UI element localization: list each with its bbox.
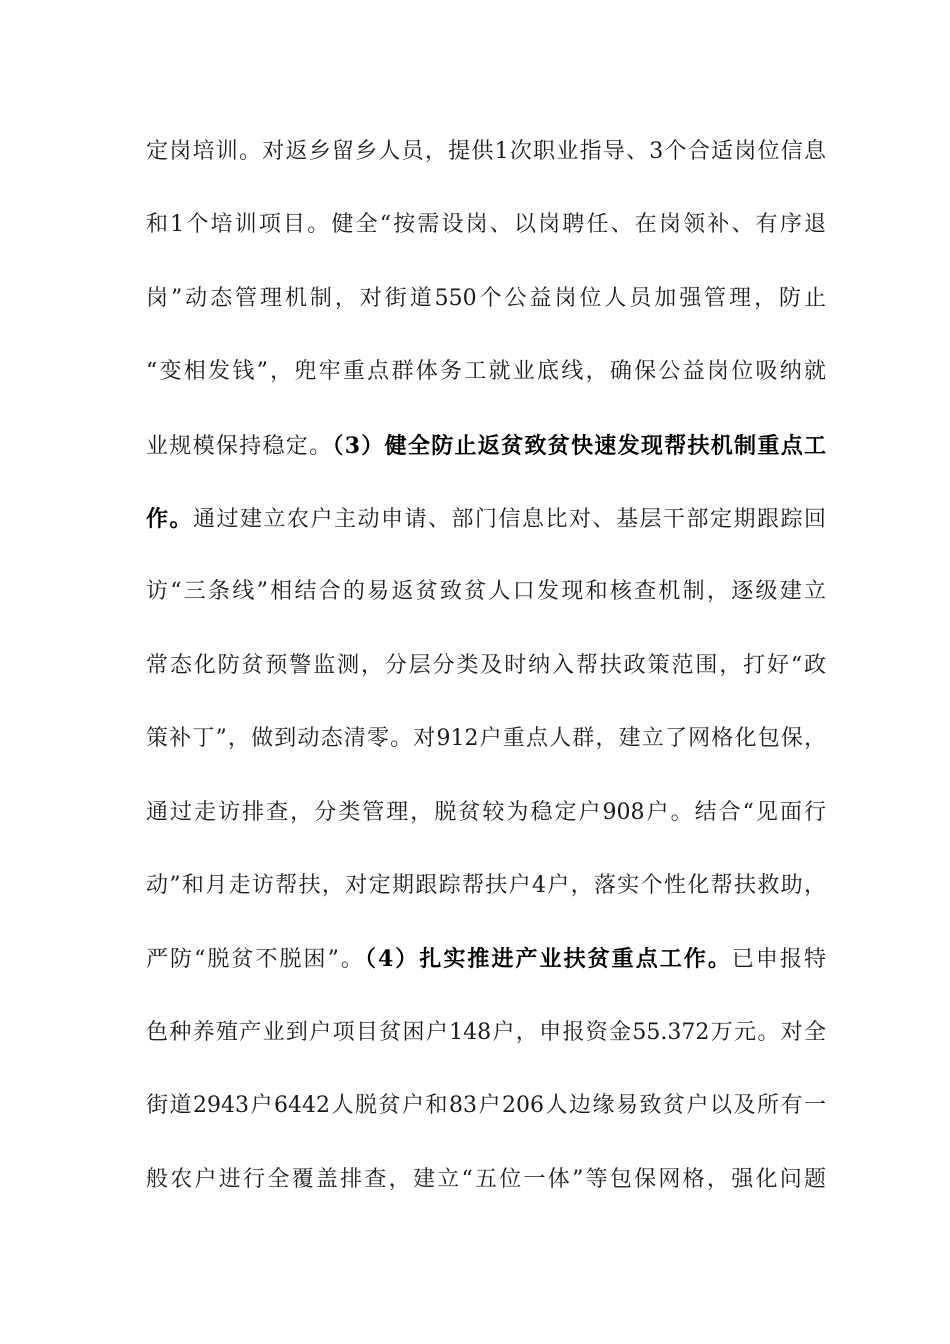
body-text-segment: 和1个培训项目。健全“按需设岗、以岗聘任、在岗领补、有序退 [146, 212, 826, 238]
text-line [146, 866, 826, 906]
body-text-segment: 访“三条线”相结合的易返贫致贫人口发现和核查机制，逐级建立 [146, 579, 826, 605]
body-text-segment: 般农户进行全覆盖排查，建立“五位一体”等包保网格，强化问题 [146, 1166, 826, 1192]
body-text-segment: 岗”动态管理机制，对街道550个公益岗位人员加强管理，防止 [146, 285, 826, 311]
text-line [146, 1013, 826, 1053]
text-line [146, 499, 826, 539]
body-text-segment: 策补丁”，做到动态清零。对912户重点人群，建立了网格化包保， [146, 726, 826, 752]
body-text-segment: 已申报特 [731, 947, 826, 973]
body-text-segment: 色种养殖产业到户项目贫困户148户，申报资金55.372万元。对全 [146, 1019, 826, 1045]
body-text-segment: 动”和月走访帮扶，对定期跟踪帮扶户4户，落实个性化帮扶救助， [146, 873, 826, 898]
body-text-segment: 严防“脱贫不脱困”。 [146, 947, 365, 973]
text-line [146, 719, 826, 759]
bold-heading-text: 作。 [146, 506, 193, 532]
text-line [146, 939, 826, 979]
body-text-segment: 通过建立农户主动申请、部门信息比对、基层干部定期跟踪回 [193, 507, 826, 532]
text-line [146, 646, 826, 686]
text-line [146, 205, 826, 245]
text-line [146, 279, 826, 319]
text-line [146, 572, 826, 612]
text-line [146, 793, 826, 833]
body-text-segment: “变相发钱”，兜牢重点群体务工就业底线，确保公益岗位吸纳就 [146, 359, 826, 385]
body-text-segment: 常态化防贫预警监测，分层分类及时纳入帮扶政策范围，打好“政 [146, 652, 826, 678]
text-line [146, 1086, 826, 1126]
body-text-segment: 业规模保持稳定。 [146, 433, 333, 459]
text-line [146, 426, 826, 466]
body-text-segment: 通过走访排查，分类管理，脱贫较为稳定户908户。结合“见面行 [146, 799, 826, 825]
text-line [146, 132, 826, 172]
body-text-segment: 定岗培训。对返乡留乡人员，提供1次职业指导、3个合适岗位信息 [146, 139, 826, 164]
text-line [146, 352, 826, 392]
bold-heading-text: （3）健全防止返贫致贫快速发现帮扶机制重点工 [332, 432, 826, 459]
text-line [146, 1160, 826, 1200]
bold-heading-text: （4）扎实推进产业扶贫重点工作。 [364, 946, 732, 973]
body-text-segment: 街道2943户6442人脱贫户和83户206人边缘易致贫户以及所有一 [146, 1093, 826, 1119]
